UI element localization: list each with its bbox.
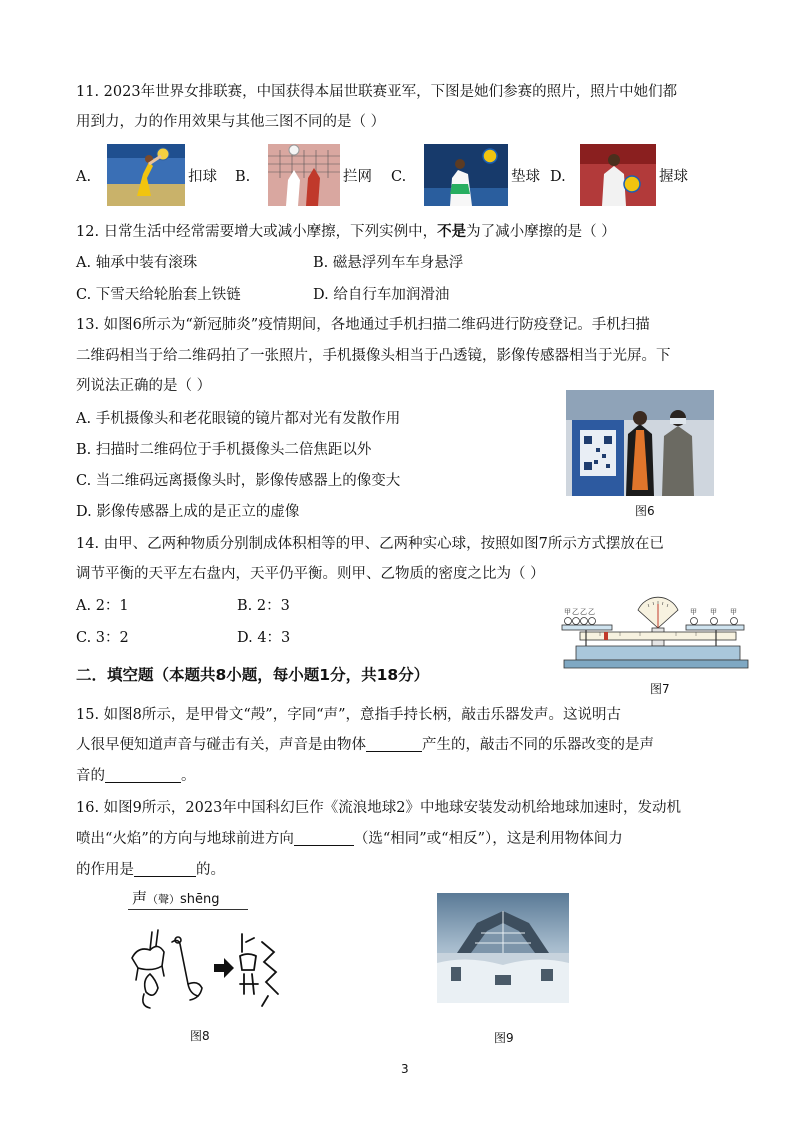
- q14-option-d: D. 4：3: [237, 630, 291, 646]
- section-2-title: 二．填空题（本题共8小题，每小题1分，共18分）: [76, 666, 430, 684]
- figure-6-caption: 图6: [635, 504, 655, 518]
- left-pan-label-2: 乙: [572, 608, 579, 616]
- fig8-char: 声: [132, 889, 148, 907]
- spike-photo: [107, 144, 185, 206]
- q15-line3-a: 音的: [76, 768, 105, 784]
- q16-line3-a: 的作用是: [76, 862, 134, 878]
- q14-option-a: A. 2：1: [76, 598, 129, 614]
- q15-line1: 15. 如图8所示，是甲骨文“殸”，字同“声”，意指手持长柄，敲击乐器发声。这说明古: [76, 707, 622, 723]
- q11-option-d-letter: D.: [550, 169, 566, 185]
- q16-line2: [76, 829, 623, 849]
- q12-stem-post: 为了减小摩擦的是（ ）: [466, 224, 616, 240]
- q11-line2: 用到力，力的作用效果与其他三图不同的是（ ）: [76, 114, 386, 130]
- left-pan-label-4: 乙: [588, 608, 595, 616]
- q11-option-a-label: 扣球: [188, 169, 217, 185]
- fig8-rule: [128, 909, 248, 910]
- figure-7-caption: 图7: [650, 682, 670, 696]
- q12-stem-pre: 12. 日常生活中经常需要增大或减小摩擦，下列实例中，: [76, 224, 438, 240]
- q15-blank-1[interactable]: [366, 736, 422, 752]
- right-pan-label-2: 甲: [710, 608, 717, 616]
- q13-option-c: C. 当二维码远离摄像头时，影像传感器上的像变大: [76, 473, 401, 489]
- oracle-bone-illustration: [128, 922, 288, 1014]
- q15-line3-b: 。: [181, 768, 196, 784]
- q11-line1: 11. 2023年世界女排联赛，中国获得本届世联赛亚军，下图是她们参赛的照片，照片中她们都: [76, 84, 678, 100]
- q16-line2-b: （选“相同”或“相反”），这是利用物体间力: [353, 831, 623, 847]
- q15-line3: [76, 766, 196, 786]
- right-pan-label-3: 甲: [730, 608, 737, 616]
- q12-option-c: C. 下雪天给轮胎套上铁链: [76, 287, 241, 303]
- dig-photo: [424, 144, 508, 206]
- q13-line1: 13. 如图6所示为“新冠肺炎”疫情期间，各地通过手机扫描二维码进行防疫登记。手机扫描: [76, 317, 650, 333]
- q15-line2: [76, 735, 654, 755]
- fig8-heading: [132, 888, 220, 910]
- q15-line2-b: 产生的，敲击不同的乐器改变的是声: [422, 737, 654, 753]
- q11-option-b-label: 拦网: [343, 169, 372, 185]
- q14-option-b: B. 2：3: [237, 598, 290, 614]
- fig8-traditional: （聲）: [147, 893, 181, 906]
- q14-line2: 调节平衡的天平左右盘内，天平仍平衡。则甲、乙物质的密度之比为（ ）: [76, 566, 545, 582]
- q13-option-d: D. 影像传感器上成的是正立的虚像: [76, 504, 300, 520]
- q11-option-d-label: 握球: [659, 169, 688, 185]
- q11-option-c-letter: C.: [391, 169, 407, 185]
- q14-option-c: C. 3：2: [76, 630, 129, 646]
- q11-option-a-letter: A.: [76, 169, 92, 185]
- q16-line3-b: 的。: [196, 862, 225, 878]
- q11-option-b-letter: B.: [235, 169, 251, 185]
- q13-option-b: B. 扫描时二维码位于手机摄像头二倍焦距以外: [76, 442, 372, 458]
- q14-line1: 14. 由甲、乙两种物质分别制成体积相等的甲、乙两种实心球，按照如图7所示方式摆放在已: [76, 536, 664, 552]
- page-number: 3: [401, 1062, 409, 1076]
- figure-9-caption: 图9: [494, 1031, 514, 1045]
- q12-stem-bold: 不是: [437, 223, 467, 240]
- q16-blank-1[interactable]: [294, 830, 354, 846]
- q13-line2: 二维码相当于给二维码拍了一张照片，手机摄像头相当于凸透镜，影像传感器相当于光屏。下: [76, 348, 671, 364]
- fig8-pinyin: shēng: [180, 892, 220, 907]
- q13-option-a: A. 手机摄像头和老花眼镜的镜片都对光有发散作用: [76, 411, 401, 427]
- left-pan-label-1: 甲: [564, 608, 571, 616]
- wandering-earth-still: [437, 893, 569, 1003]
- q16-blank-2[interactable]: [134, 861, 196, 877]
- hold-ball-photo: [580, 144, 656, 206]
- q13-line3: 列说法正确的是（ ）: [76, 378, 212, 394]
- q12-option-a: A. 轴承中装有滚珠: [76, 255, 198, 271]
- figure-8-caption: 图8: [190, 1029, 210, 1043]
- balance-diagram: [560, 588, 750, 684]
- q12-option-b: B. 磁悬浮列车车身悬浮: [313, 255, 464, 271]
- right-pan-label-1: 甲: [690, 608, 697, 616]
- q16-line1: 16. 如图9所示，2023年中国科幻巨作《流浪地球2》中地球安装发动机给地球加速时，发动机: [76, 800, 682, 816]
- left-pan-label-3: 乙: [580, 608, 587, 616]
- qr-scan-photo: [566, 390, 714, 496]
- q12-option-d: D. 给自行车加润滑油: [313, 287, 450, 303]
- q15-blank-2[interactable]: [105, 767, 181, 783]
- q15-line2-a: 人很早便知道声音与碰击有关，声音是由物体: [76, 737, 366, 753]
- q12-stem: [76, 222, 616, 242]
- block-photo: [268, 144, 340, 206]
- q16-line3: [76, 860, 225, 880]
- q16-line2-a: 喷出“火焰”的方向与地球前进方向: [76, 831, 294, 847]
- q11-option-c-label: 垫球: [511, 169, 540, 185]
